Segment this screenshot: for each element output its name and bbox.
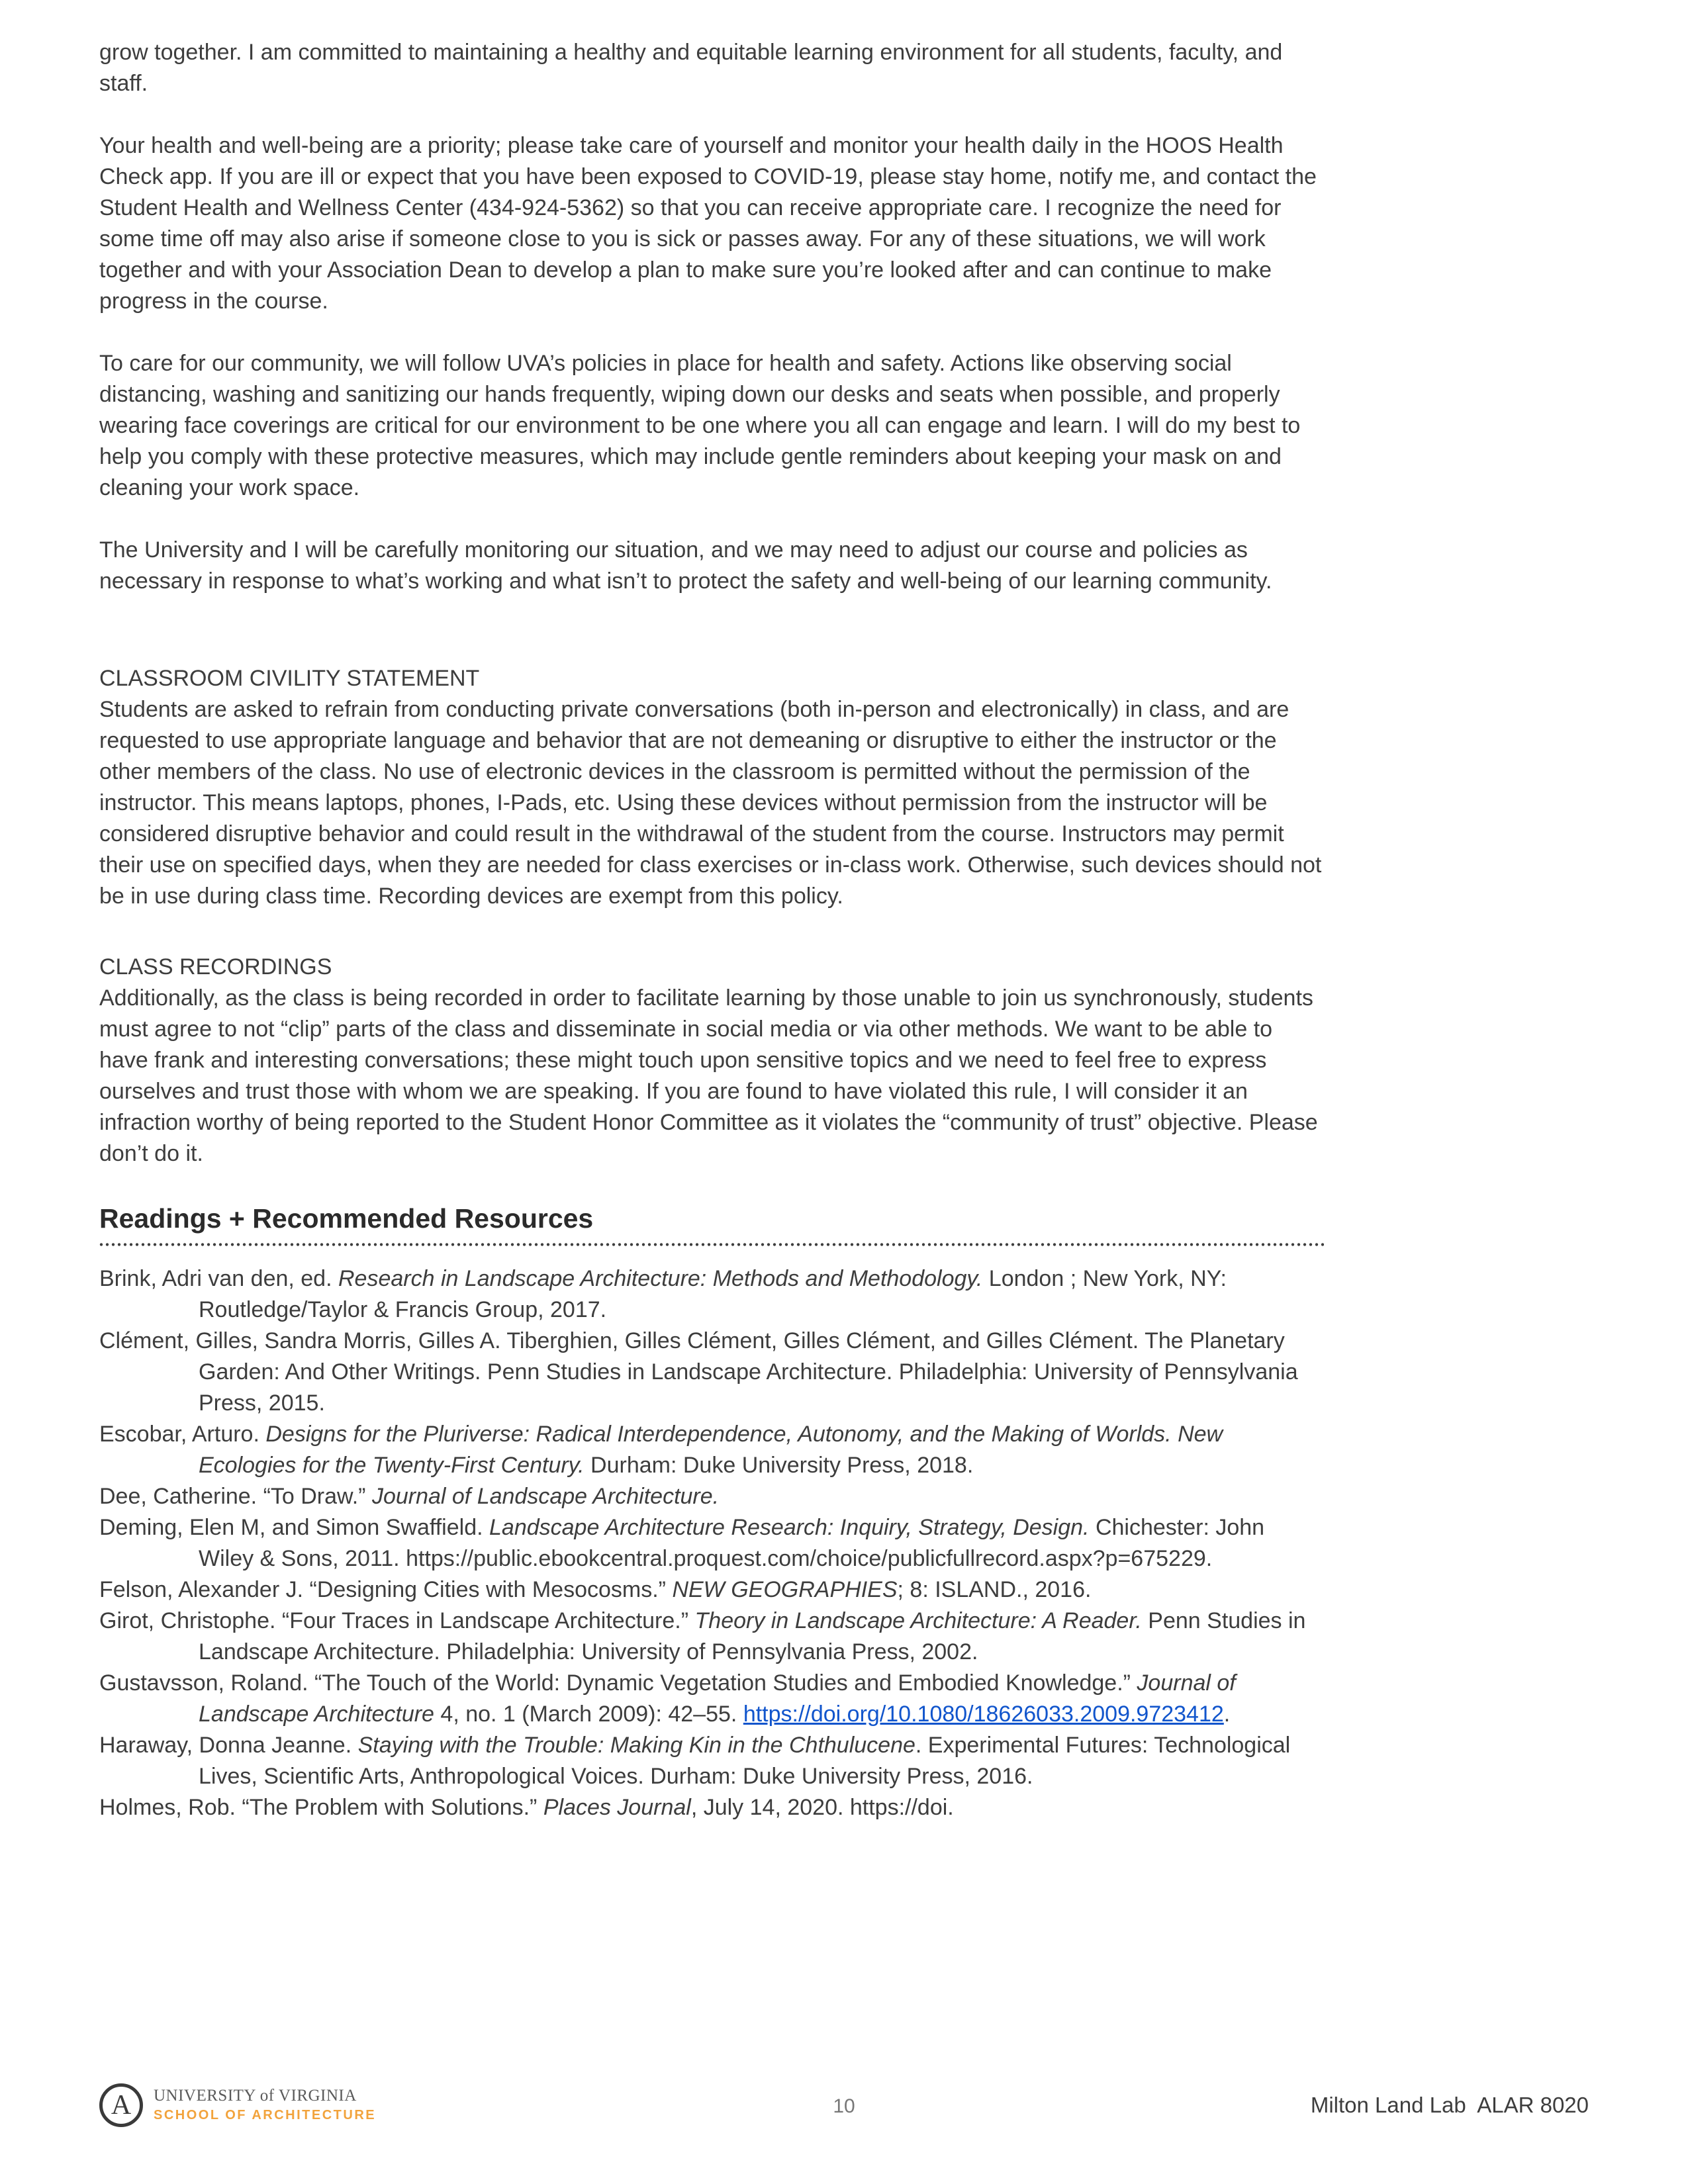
citation-text: , July 14, 2020. https://doi. <box>690 1795 954 1820</box>
page-content <box>99 37 1324 1823</box>
citation-text: Research in Landscape Architecture: Methods and Methodology. <box>338 1266 983 1291</box>
bibliography-entry <box>99 1574 1324 1606</box>
citation-text: Designs for the Pluriverse: Radical Interdependence, Autonomy, and the Making of Worlds. New Ecologies for the Twenty-First Century. <box>199 1422 1223 1478</box>
bibliography-list <box>99 1263 1324 1823</box>
citation-text: Brink, Adri van den, ed. <box>99 1266 338 1291</box>
citation-text: Clément, Gilles, Sandra Morris, Gilles A. Tiberghien, Gilles Clément, Gilles Clément, and Gilles Clément. The Planetary Garden: And Other Writings. Penn Studies in Landscape Architecture. Philadelphia: University of Pennsylvania Press, 2015. <box>99 1328 1298 1416</box>
logo-school-text: SCHOOL OF ARCHITECTURE <box>154 2108 377 2122</box>
citation-text: Durham: Duke University Press, 2018. <box>584 1453 974 1478</box>
page-footer <box>99 2083 1589 2156</box>
bibliography-entry <box>99 1512 1324 1574</box>
citation-text: . Experimental Futures: Technological Lives, Scientific Arts, Anthropological Voices. Durham: Duke University Press, 2016. <box>199 1733 1291 1789</box>
readings-section-heading: Readings + Recommended Resources <box>99 1203 594 1234</box>
footer-course-label: Milton Land Lab ALAR 8020 <box>1310 2093 1589 2117</box>
citation-text: Chichester: John Wiley & Sons, 2011. https://public.ebookcentral.proquest.com/choice/publicfullrecord.aspx?p=675229. <box>199 1515 1265 1571</box>
body-paragraph-1: grow together. I am committed to maintaining a healthy and equitable learning environment for all students, faculty, and staff. <box>99 40 1283 96</box>
citation-text: Felson, Alexander J. “Designing Cities with Mesocosms.” <box>99 1577 673 1602</box>
citation-text: 4, no. 1 (March 2009): 42–55. <box>434 1702 743 1727</box>
citation-text: Escobar, Arturo. <box>99 1422 266 1447</box>
section-body-classroom-civility: Students are asked to refrain from conducting private conversations (both in-person and electronically) in class, and are requested to use appropriate language and behavior that are not demeaning or disruptive to either the instructor or the other members of the class. No use of electronic devices in the classroom is permitted without the permission of the instructor. This means laptops, phones, I-Pads, etc. Using these devices without permission from the instructor will be considered disruptive behavior and could result in the withdrawal of the student from the course. Instructors may permit their use on specified days, when they are needed for class exercises or in-class work. Otherwise, such devices should not be in use during class time. Recording devices are exempt from this policy. <box>99 697 1322 909</box>
bibliography-entry <box>99 1481 1324 1512</box>
citation-text: Haraway, Donna Jeanne. <box>99 1733 358 1758</box>
citation-text: Penn Studies in Landscape Architecture. Philadelphia: University of Pennsylvania Press, 2002. <box>199 1608 1306 1664</box>
citation-text: Staying with the Trouble: Making Kin in the Chthulucene <box>357 1733 915 1758</box>
dotted-divider <box>99 1243 1324 1246</box>
citation-text: . <box>1223 1702 1231 1727</box>
citation-text: ; 8: ISLAND., 2016. <box>897 1577 1092 1602</box>
body-paragraph-3: To care for our community, we will follow UVA’s policies in place for health and safety. Actions like observing social distancing, washing and sanitizing our hands frequently, wiping down our desks and seats when possible, and properly wearing face coverings are critical for our environment to be one where you all can engage and learn. I will do my best to help you comply with these protective measures, which may include gentle reminders about keeping your mask on and cleaning your work space. <box>99 351 1301 500</box>
citation-link[interactable]: https://doi.org/10.1080/18626033.2009.9723412 <box>743 1702 1224 1727</box>
bibliography-entry <box>99 1730 1324 1792</box>
uva-logo-letter: A <box>111 2090 132 2120</box>
citation-text: Deming, Elen M, and Simon Swaffield. <box>99 1515 489 1540</box>
citation-text: NEW GEOGRAPHIES <box>672 1577 898 1602</box>
bibliography-entry <box>99 1668 1324 1730</box>
citation-text: Places Journal <box>543 1795 691 1820</box>
section-body-class-recordings: Additionally, as the class is being recorded in order to facilitate learning by those unable to join us synchronously, students must agree to not “clip” parts of the class and disseminate in social media or via other methods. We want to be able to have frank and interesting conversations; these might touch upon sensitive topics and we need to feel free to express ourselves and trust those with whom we are speaking. If you are found to have violated this rule, I will consider it an infraction worthy of being reported to the Student Honor Committee as it violates the “community of trust” objective. Please don’t do it. <box>99 985 1318 1166</box>
bibliography-entry <box>99 1326 1324 1419</box>
citation-text: Dee, Catherine. “To Draw.” <box>99 1484 372 1509</box>
page-number: 10 <box>833 2095 855 2117</box>
citation-text: Journal of Landscape Architecture <box>199 1670 1236 1727</box>
bibliography-entry <box>99 1263 1324 1326</box>
citation-text: Gustavsson, Roland. “The Touch of the World: Dynamic Vegetation Studies and Embodied Knowledge.” <box>99 1670 1137 1696</box>
section-heading-class-recordings: CLASS RECORDINGS <box>99 954 332 979</box>
citation-text: Theory in Landscape Architecture: A Reader. <box>694 1608 1142 1633</box>
bibliography-entry <box>99 1419 1324 1481</box>
logo-university-text: UNIVERSITY of VIRGINIA <box>154 2087 357 2105</box>
bibliography-entry <box>99 1606 1324 1668</box>
citation-text: London ; New York, NY: Routledge/Taylor & Francis Group, 2017. <box>199 1266 1227 1322</box>
citation-text: Holmes, Rob. “The Problem with Solutions.” <box>99 1795 543 1820</box>
citation-text: Journal of Landscape Architecture. <box>371 1484 720 1509</box>
body-paragraph-4: The University and I will be carefully monitoring our situation, and we may need to adjust our course and policies as necessary in response to what’s working and what isn’t to protect the safety and well-being of our learning community. <box>99 537 1272 594</box>
bibliography-entry <box>99 1792 1324 1823</box>
citation-text: Girot, Christophe. “Four Traces in Landscape Architecture.” <box>99 1608 695 1633</box>
section-heading-classroom-civility: CLASSROOM CIVILITY STATEMENT <box>99 666 480 691</box>
body-paragraph-2: Your health and well-being are a priority; please take care of yourself and monitor your health daily in the HOOS Health Check app. If you are ill or expect that you have been exposed to COVID-19, please stay home, notify me, and contact the Student Health and Wellness Center (434-924-5362) so that you can receive appropriate care. I recognize the need for some time off may also arise if someone close to you is sick or passes away. For any of these situations, we will work together and with your Association Dean to develop a plan to make sure you’re looked after and can continue to make progress in the course. <box>99 133 1317 314</box>
citation-text: Landscape Architecture Research: Inquiry, Strategy, Design. <box>489 1515 1090 1540</box>
